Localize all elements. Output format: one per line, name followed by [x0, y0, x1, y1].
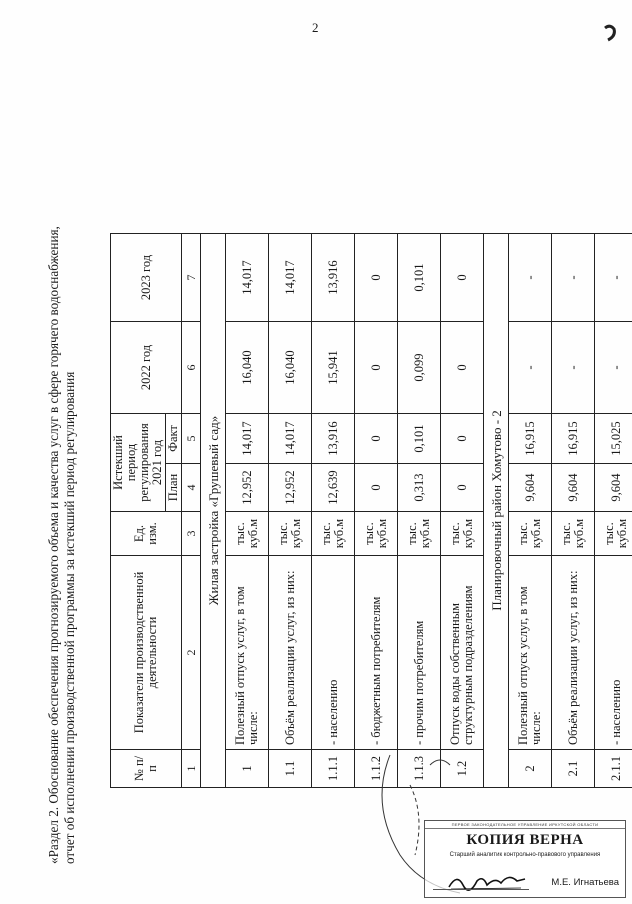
row-unit: тыс. куб.м — [398, 512, 441, 556]
section-title: Планировочный район Хомутово - 2 — [484, 234, 509, 788]
table-row — [441, 234, 484, 788]
row-2022: 16,040 — [269, 322, 312, 414]
header-fact: Факт — [166, 414, 182, 464]
row-number: 2 — [509, 750, 552, 788]
header-no: № п/п — [111, 750, 182, 788]
table-row — [398, 234, 441, 788]
row-indicator: Объём реализации услуг, из них: — [552, 556, 595, 750]
row-plan: 9,604 — [595, 464, 632, 512]
table-row — [226, 234, 269, 788]
row-number: 1.1.3 — [398, 750, 441, 788]
table-row — [552, 234, 595, 788]
row-number: 1.2 — [441, 750, 484, 788]
row-2022: 16,040 — [226, 322, 269, 414]
row-2023: - — [509, 234, 552, 322]
row-unit: тыс. куб.м — [226, 512, 269, 556]
row-indicator: Полезный отпуск услуг, в том числе: — [509, 556, 552, 750]
row-fact: 14,017 — [269, 414, 312, 464]
header-period: Истекший период регулирования 2021 год — [111, 414, 166, 512]
row-2022: 15,941 — [312, 322, 355, 414]
table-row — [355, 234, 398, 788]
stamp-header: ПЕРВОЕ ЗАКОНОДАТЕЛЬНОЕ УПРАВЛЕНИЕ ИРКУТСКОЙ ОБЛАСТИ — [425, 821, 625, 829]
row-indicator: - прочим потребителям — [398, 556, 441, 750]
row-unit: тыс. куб.м — [355, 512, 398, 556]
page-number: 2 — [312, 20, 319, 35]
row-fact: 15,025 — [595, 414, 632, 464]
row-2022: - — [595, 322, 632, 414]
col-number: 1 — [182, 750, 201, 788]
header-indicator: Показатели производственной деятельности — [111, 556, 182, 750]
row-plan: 12,639 — [312, 464, 355, 512]
stamp-title: КОПИЯ ВЕРНА — [466, 832, 584, 848]
row-2023: - — [552, 234, 595, 322]
row-number: 1 — [226, 750, 269, 788]
col-number: 5 — [182, 414, 201, 464]
section-row — [201, 234, 226, 788]
row-indicator: Объём реализации услуг, из них: — [269, 556, 312, 750]
header-plan: План — [166, 464, 182, 512]
row-plan: 9,604 — [552, 464, 595, 512]
row-indicator: - бюджетным потребителям — [355, 556, 398, 750]
col-number: 4 — [182, 464, 201, 512]
row-2023: - — [595, 234, 632, 322]
row-unit: тыс. куб.м — [269, 512, 312, 556]
row-plan: 0 — [355, 464, 398, 512]
handwritten-signature-icon — [447, 871, 527, 891]
row-plan: 12,952 — [269, 464, 312, 512]
col-number: 7 — [182, 234, 201, 322]
row-plan: 0 — [441, 464, 484, 512]
table-row — [269, 234, 312, 788]
row-fact: 16,915 — [509, 414, 552, 464]
row-unit: тыс. куб.м — [595, 512, 632, 556]
row-plan: 9,604 — [509, 464, 552, 512]
stamp-role: Старший аналитик контрольно-правового управления — [449, 852, 601, 858]
row-2023: 14,017 — [269, 234, 312, 322]
column-numbers-row — [182, 234, 201, 788]
row-number: 1.1 — [269, 750, 312, 788]
certified-copy-stamp — [424, 820, 626, 898]
header-unit: Ед. изм. — [111, 512, 182, 556]
row-fact: 0 — [441, 414, 484, 464]
indicators-table-wrap — [110, 233, 632, 788]
row-2023: 0 — [441, 234, 484, 322]
row-fact: 13,916 — [312, 414, 355, 464]
row-fact: 0,101 — [398, 414, 441, 464]
table-row — [509, 234, 552, 788]
header-2023: 2023 год — [111, 234, 182, 322]
row-unit: тыс. куб.м — [552, 512, 595, 556]
row-unit: тыс. куб.м — [312, 512, 355, 556]
row-2022: - — [552, 322, 595, 414]
row-2022: 0 — [355, 322, 398, 414]
row-fact: 14,017 — [226, 414, 269, 464]
signature-line — [433, 889, 529, 890]
caption — [46, 44, 78, 864]
row-unit: тыс. куб.м — [509, 512, 552, 556]
caption-line-1: «Раздел 2. Обоснование обеспечения прогнозируемого объема и качества услуг в сфере горячего водоснабжения, — [46, 226, 61, 864]
row-fact: 16,915 — [552, 414, 595, 464]
row-number: 2.1.1 — [595, 750, 632, 788]
row-2022: 0 — [441, 322, 484, 414]
col-number: 6 — [182, 322, 201, 414]
row-fact: 0 — [355, 414, 398, 464]
row-indicator: - населению — [312, 556, 355, 750]
section-title: Жилая застройка «Грушевый сад» — [201, 234, 226, 788]
row-number: 2.1 — [552, 750, 595, 788]
row-number: 1.1.1 — [312, 750, 355, 788]
row-2023: 13,916 — [312, 234, 355, 322]
row-2023: 0 — [355, 234, 398, 322]
row-2023: 14,017 — [226, 234, 269, 322]
row-indicator: Отпуск воды собственным структурным подразделениям — [441, 556, 484, 750]
table-row — [312, 234, 355, 788]
row-plan: 12,952 — [226, 464, 269, 512]
row-unit: тыс. куб.м — [441, 512, 484, 556]
row-2023: 0,101 — [398, 234, 441, 322]
header-2022: 2022 год — [111, 322, 182, 414]
section-row — [484, 234, 509, 788]
row-number: 1.1.2 — [355, 750, 398, 788]
row-2022: - — [509, 322, 552, 414]
row-indicator: - населению — [595, 556, 632, 750]
table-row — [595, 234, 632, 788]
col-number: 2 — [182, 556, 201, 750]
indicators-table — [110, 233, 632, 788]
stamp-signer-name: М.Е. Игнатьева — [551, 877, 619, 888]
row-2022: 0,099 — [398, 322, 441, 414]
caption-line-2: отчет об исполнении производственной программы за истекший период регулирования — [62, 371, 77, 864]
row-plan: 0,313 — [398, 464, 441, 512]
col-number: 3 — [182, 512, 201, 556]
row-indicator: Полезный отпуск услуг, в том числе: — [226, 556, 269, 750]
